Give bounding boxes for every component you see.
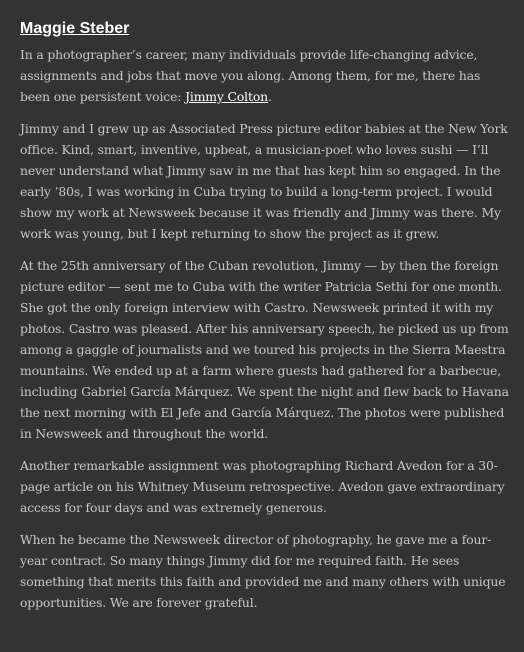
paragraph-4: Another remarkable assignment was photographing Richard Avedon for a 30-page article on his Whitney Museum retrospective. Avedon gave extraordinary access for four days and was extremely generous. [20, 458, 505, 515]
jimmy-colton-link[interactable]: Jimmy Colton [185, 89, 268, 104]
author-name-link[interactable]: Maggie Steber [20, 20, 130, 37]
paragraph-1 [20, 44, 510, 107]
paragraph-2: Jimmy and I grew up as Associated Press picture editor babies at the New York office. Kind, smart, inventive, upbeat, a musician-poet who loves sushi — I’ll never understand what Jimmy saw in me that has kept him so engaged. In the early ’80s, I was working in Cuba trying to build a long-term project. I would show my work at Newsweek because it was friendly and Jimmy was there. My work was young, but I kept returning to show the project as it grew. [20, 121, 508, 241]
paragraph-1-text: In a photographer’s career, many individuals provide life-changing advice, assignments and jobs that move you along. Among them, for me, there has been one persistent voice: [20, 47, 481, 104]
paragraph-1-end: . [267, 89, 272, 104]
paragraph-5: When he became the Newsweek director of photography, he gave me a four-year contract. So many things Jimmy did for me required faith. He sees something that merits this faith and provided me and many others with unique opportunities. We are forever grateful. [20, 532, 506, 610]
testimonial-panel [20, 18, 510, 624]
paragraph-3: At the 25th anniversary of the Cuban revolution, Jimmy — by then the foreign picture editor — sent me to Cuba with the writer Patricia Sethi for one month. She got the only foreign interview with Castro. Newsweek printed it with my photos. Castro was pleased. After his anniversary speech, he picked us up from among a gaggle of journalists and we toured his projects in the Sierra Maestra mountains. We ended up at a farm where guests had gathered for a barbecue, including Gabriel García Márquez. We spent the night and flew back to Havana the next morning with El Jefe and García Márquez. The photos were published in Newsweek and throughout the world. [20, 258, 509, 441]
